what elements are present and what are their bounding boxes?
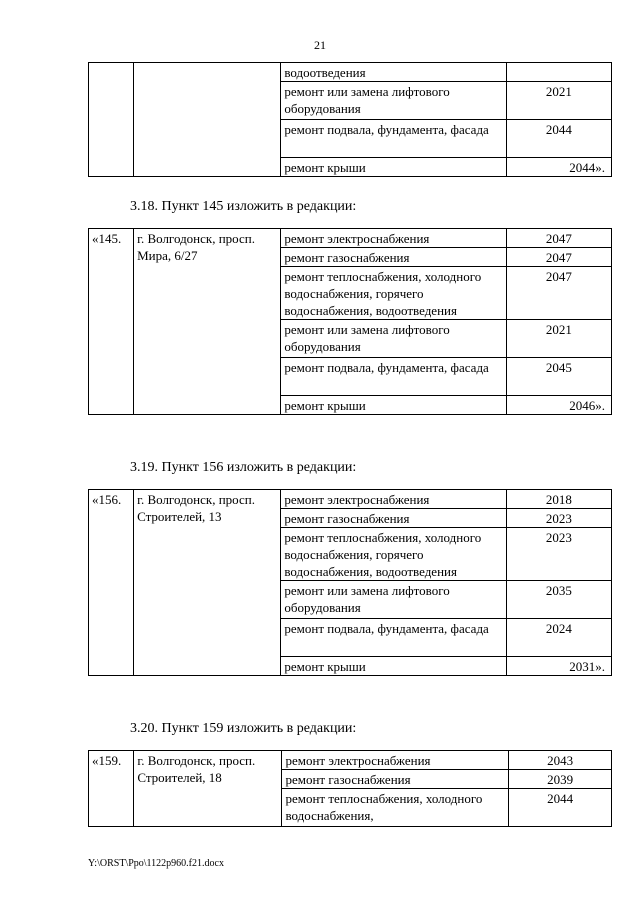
year-cell: 2035	[506, 581, 611, 619]
work-cell: ремонт подвала, фундамента, фасада	[281, 358, 506, 396]
year-cell: 2031».	[506, 657, 611, 676]
year-cell: 2039	[509, 770, 612, 789]
work-cell: ремонт газоснабжения	[282, 770, 509, 789]
section-table	[88, 489, 612, 676]
table-row	[89, 751, 612, 770]
work-cell: ремонт или замена лифтового оборудования	[281, 320, 506, 358]
footer-file-path: Y:\ORST\Ppo\1122p960.f21.docx	[88, 858, 224, 869]
work-cell: ремонт подвала, фундамента, фасада	[281, 619, 506, 657]
work-cell: ремонт теплоснабжения, холодного водоснабжения, горячего водоснабжения, водоотведения	[281, 267, 506, 320]
address-cell	[134, 63, 281, 177]
continuation-table	[88, 62, 612, 177]
section-heading: 3.19. Пункт 156 изложить в редакции:	[130, 460, 357, 475]
work-cell: ремонт или замена лифтового оборудования	[281, 82, 506, 120]
section-table	[88, 750, 612, 827]
work-cell: ремонт крыши	[281, 657, 506, 676]
work-cell: ремонт теплоснабжения, холодного водоснабжения,	[282, 789, 509, 827]
year-cell: 2047	[506, 229, 611, 248]
table-row	[89, 490, 612, 509]
table-row	[89, 229, 612, 248]
work-cell: ремонт электроснабжения	[282, 751, 509, 770]
year-cell: 2043	[509, 751, 612, 770]
work-cell: ремонт газоснабжения	[281, 509, 506, 528]
address-cell: г. Волгодонск, просп. Строителей, 13	[134, 490, 281, 676]
work-cell: ремонт электроснабжения	[281, 229, 506, 248]
work-cell: ремонт электроснабжения	[281, 490, 506, 509]
year-cell	[506, 63, 611, 82]
year-cell: 2045	[506, 358, 611, 396]
year-cell: 2046».	[506, 396, 611, 415]
work-cell: ремонт крыши	[281, 396, 506, 415]
item-number: «159.	[89, 751, 134, 827]
year-cell: 2044».	[506, 158, 611, 177]
address-cell: г. Волгодонск, просп. Строителей, 18	[134, 751, 282, 827]
section-heading: 3.20. Пункт 159 изложить в редакции:	[130, 721, 357, 736]
item-number: «145.	[89, 229, 134, 415]
year-cell: 2024	[506, 619, 611, 657]
work-cell: ремонт газоснабжения	[281, 248, 506, 267]
section-table	[88, 228, 612, 415]
year-cell: 2021	[506, 320, 611, 358]
work-cell: ремонт крыши	[281, 158, 506, 177]
work-cell: ремонт или замена лифтового оборудования	[281, 581, 506, 619]
section-heading: 3.18. Пункт 145 изложить в редакции:	[130, 199, 357, 214]
year-cell: 2047	[506, 248, 611, 267]
year-cell: 2047	[506, 267, 611, 320]
work-cell: ремонт теплоснабжения, холодного водоснабжения, горячего водоснабжения, водоотведения	[281, 528, 506, 581]
work-cell: водоотведения	[281, 63, 506, 82]
address-cell: г. Волгодонск, просп. Мира, 6/27	[134, 229, 281, 415]
year-cell: 2023	[506, 509, 611, 528]
year-cell: 2044	[509, 789, 612, 827]
num-cell	[89, 63, 134, 177]
page-number: 21	[314, 38, 326, 52]
table-row	[89, 63, 612, 82]
work-cell: ремонт подвала, фундамента, фасада	[281, 120, 506, 158]
year-cell: 2023	[506, 528, 611, 581]
year-cell: 2021	[506, 82, 611, 120]
year-cell: 2018	[506, 490, 611, 509]
year-cell: 2044	[506, 120, 611, 158]
item-number: «156.	[89, 490, 134, 676]
